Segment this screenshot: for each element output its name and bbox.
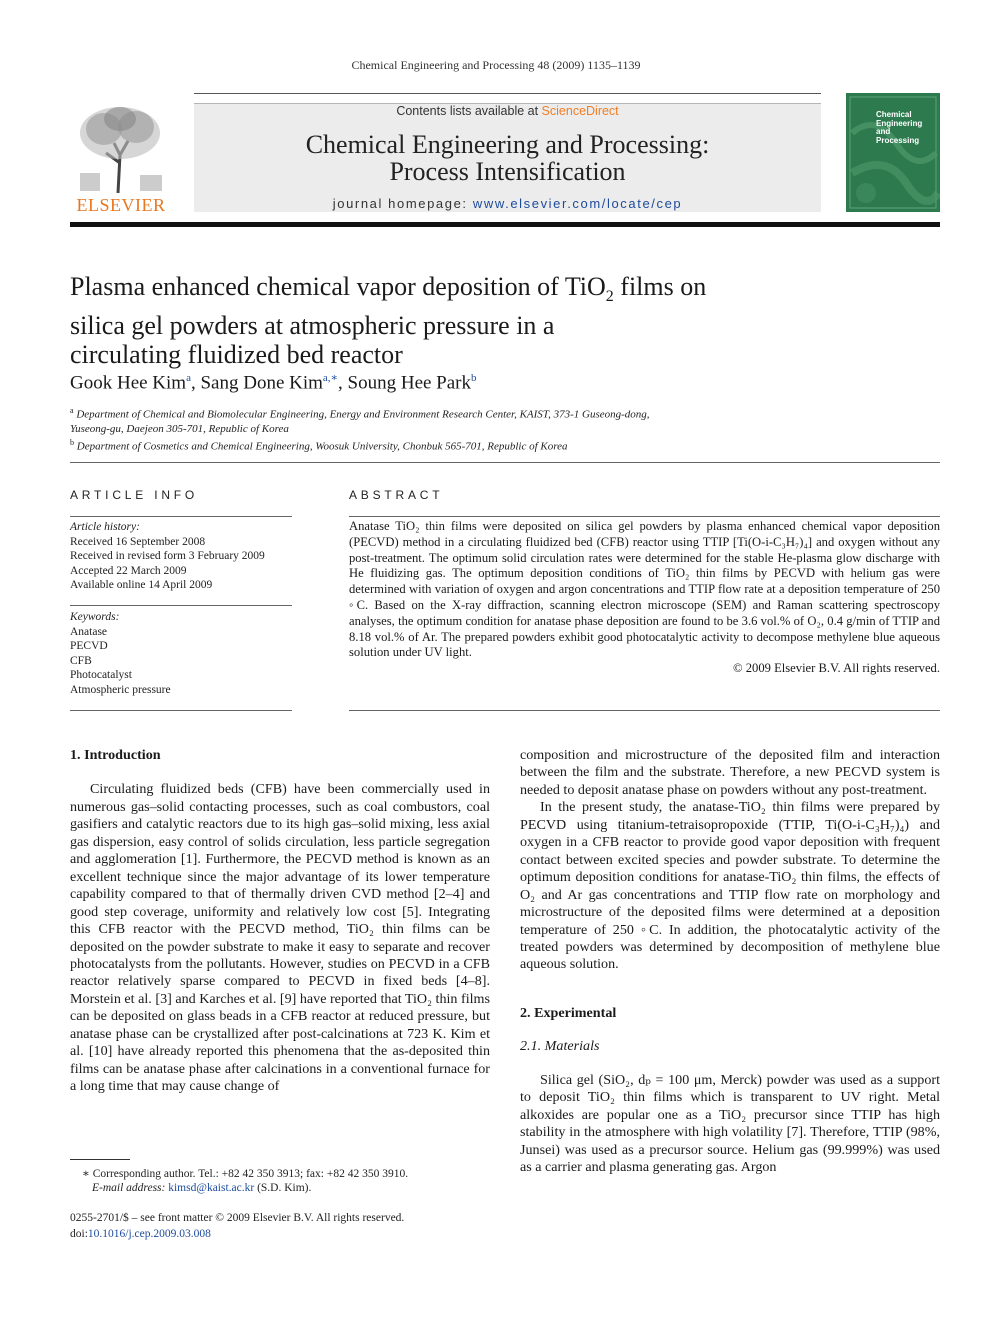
header-top-rule	[194, 93, 821, 94]
cover-title-line: Processing	[876, 135, 920, 145]
corresponding-author-footnote	[70, 1167, 490, 1196]
keyword: PECVD	[70, 640, 108, 652]
abstract-heading: ABSTRACT	[349, 488, 444, 502]
keywords-rule	[70, 605, 292, 606]
history-item: Available online 14 April 2009	[70, 579, 213, 591]
homepage-link[interactable]: www.elsevier.com/locate/cep	[472, 196, 683, 211]
abstract-text: Anatase TiO₂ thin films were deposited on silica gel powders by plasma enhanced chemical vapor deposition (PECVD) method in a circulating fluidized bed (CFB) reactor using TTIP [Ti(O-i-C₃H₇)₄] and oxygen without any post-treatment. The optimum solid circulation rates were determined for the stable He-plasma glow discharge with He fluidizing gas. The optimum deposition conditions of TiO₂ thin films by PECVD with helium gas were determined with variation of oxygen and argon concentrations and TTIP flow rate at a deposition temperature of 250 ◦C. Based on the X-ray diffraction, scanning electron microscope (SEM) and Raman scattering spectroscopy analyses, the optimum condition for anatase phase deposition are found to be 3.6 vol.% of O₂, 0.4 g/min of TTIP and 8.18 vol.% of Ar. The prepared powders exhibit good photocatalytic activity to decompose methylene blue aqueous solution under UV light.	[349, 519, 940, 660]
article-title	[70, 272, 770, 369]
contents-line	[194, 104, 821, 118]
intro-heading: 1. Introduction	[70, 747, 161, 763]
article-info-rule	[70, 516, 292, 517]
article-history	[70, 520, 292, 593]
cover-title-line: Chemical	[876, 110, 912, 119]
title-block-divider	[70, 462, 940, 463]
doi-label: doi:	[70, 1227, 88, 1240]
header-divider	[70, 222, 940, 227]
affil-mark: a	[70, 406, 74, 415]
journal-name-line1: Chemical Engineering and Processing:	[305, 130, 710, 159]
journal-homepage	[194, 196, 821, 211]
affiliations	[70, 404, 770, 454]
keyword: CFB	[70, 654, 92, 667]
abstract-bottom-rule	[349, 710, 940, 711]
intro-paragraph: In the present study, the anatase-TiO₂ thin films were prepared by PECVD using titanium-tetraisopropoxide (TTIP, Ti(O-i-C₃H₇)₄) and oxygen in a CFB reactor to provide good vapor deposition with frequent contact between excited species and powder substrate. To determine the optimum deposition conditions for anatase-TiO₂ thin films, the effects of O₂ and Ar gas concentrations and TTIP flow rate on morphology and microstructure of the deposited films were determined at a deposition temperature of 250 ◦C. In addition, the photocatalytic activity of the treated powders was determined by decomposition of methylene blue aqueous solution.	[520, 799, 940, 973]
keyword: Anatase	[70, 625, 108, 638]
homepage-label: journal homepage:	[332, 196, 473, 211]
title-text: films on	[613, 272, 707, 301]
materials-paragraph: Silica gel (SiO₂, dₚ = 100 μm, Merck) powder was used as a support to deposit TiO₂ thin films which is transparent to UV right. Metal alkoxides are popular one as a TiO₂ precursor since TTIP has high stability in the atmosphere with high volatility [7]. Therefore, TTIP (98%, Junsei) was used as a precursor source. Helium gas (99.999%) was used as a carrier and plasma generating gas. Argon	[520, 1071, 940, 1176]
journal-cover-thumbnail[interactable]	[846, 93, 940, 212]
title-text: Plasma enhanced chemical vapor deposition of TiO	[70, 272, 606, 301]
journal-citation: Chemical Engineering and Processing 48 (2009) 1135–1139	[351, 58, 641, 72]
cover-title-line: Engineering	[876, 118, 923, 128]
sciencedirect-link[interactable]: ScienceDirect	[541, 104, 619, 118]
abstract	[349, 519, 940, 677]
journal-name-line2: Process Intensification	[389, 157, 626, 186]
email-link[interactable]: kimsd@kaist.ac.kr	[168, 1182, 255, 1195]
author-affil-mark[interactable]: a,∗	[322, 372, 339, 384]
history-item: Accepted 22 March 2009	[70, 564, 187, 577]
materials-heading: 2.1. Materials	[520, 1038, 600, 1055]
cover-title	[876, 111, 922, 145]
keyword: Photocatalyst	[70, 669, 132, 681]
contents-prefix: Contents lists available at	[396, 104, 542, 118]
history-item: Received 16 September 2008	[70, 535, 206, 548]
title-subscript: 2	[605, 288, 614, 306]
page-footer	[70, 1211, 490, 1242]
title-line3: circulating fluidized bed reactor	[70, 340, 403, 370]
tree-logo-icon	[70, 103, 172, 195]
author-name[interactable]: Sang Done Kim	[200, 372, 323, 394]
cover-title-line: and	[876, 127, 891, 136]
right-column	[520, 747, 940, 1177]
author-name[interactable]: Gook Hee Kim	[70, 372, 187, 394]
intro-paragraph-continued: composition and microstructure of the deposited film and interaction between the film and the substrate. Therefore, a new PECVD system is needed to deposit anatase phase on powders without any post-treatment.	[520, 747, 940, 798]
article-info-bottom-rule	[70, 710, 292, 711]
history-item: Received in revised form 3 February 2009	[70, 550, 265, 562]
elsevier-wordmark: ELSEVIER	[76, 195, 166, 215]
abstract-copyright: © 2009 Elsevier B.V. All rights reserved.	[733, 661, 940, 676]
journal-name	[194, 131, 821, 185]
history-label: Article history:	[70, 521, 140, 533]
author-affil-mark[interactable]: a	[186, 372, 191, 384]
abstract-rule	[349, 516, 940, 517]
footnote-rule	[70, 1159, 130, 1160]
journal-banner	[194, 103, 821, 212]
keyword: Atmospheric pressure	[70, 683, 171, 696]
experimental-heading: 2. Experimental	[520, 1004, 617, 1021]
affil-text: Yuseong-gu, Daejeon 305-701, Republic of Korea	[70, 422, 289, 435]
article-info-heading: ARTICLE INFO	[70, 488, 199, 502]
affil-text: Department of Cosmetics and Chemical Engineering, Woosuk University, Chonbuk 565-701, Republic of Korea	[76, 440, 568, 453]
author-list: Gook Hee Kim$^a$, Sang Done Kim$^{a,∗}$, Soung Hee Park$^b$	[70, 372, 477, 394]
left-column	[70, 747, 490, 1096]
affil-mark: b	[70, 438, 74, 448]
author-affil-mark[interactable]: b	[471, 372, 477, 384]
email-suffix: (S.D. Kim).	[254, 1182, 312, 1195]
issn-line: 0255-2701/$ – see front matter © 2009 Elsevier B.V. All rights reserved.	[70, 1212, 405, 1224]
title-line2: silica gel powders at atmospheric pressure in a	[70, 311, 555, 341]
elsevier-logo[interactable]	[70, 103, 172, 215]
email-label: E-mail address:	[92, 1182, 169, 1195]
keywords-label: Keywords:	[70, 611, 120, 623]
doi-link[interactable]: 10.1016/j.cep.2009.03.008	[87, 1227, 211, 1240]
intro-paragraph: Circulating fluidized beds (CFB) have been commercially used in numerous gas–solid contacting processes, such as coal combustors, coal gasifiers and catalytic reactors due to its high gas–solid mixing, less axial gas dispersion, easy control of solids circulation, less particle segregation and agglomeration [1]. Furthermore, the PECVD method is known as an excellent technique since the major advantage of its lower temperature capability compared to that of thermally driven CVD method [2–4] and good step coverage, uniformity and relatively low cost [5]. Integrating this CFB reactor with the PECVD method, TiO₂ thin films can be deposited on the powder substrate to make it easy to separate and recover photocatalysts from the pollutants. However, studies on PECVD in a CFB reactor relatively sparse compared to PECVD in fixed beds [4–8]. Morstein et al. [3] and Karches et al. [9] have reported that TiO₂ thin films can be deposited on glass beads in a CFB reactor at reduced pressure, but anatase phase can be crystallized after post-calcinations at 723 K. Kim et al. [10] have already reported this phenomena that the as-deposited thin films can be anatase phase after calcinations in a conventional furnace for a long time that may cause change of	[70, 781, 490, 1095]
corresponding-author: ∗ Corresponding author. Tel.: +82 42 350 3913; fax: +82 42 350 3910.	[82, 1168, 409, 1180]
affil-text: Department of Chemical and Biomolecular Engineering, Energy and Environment Research Center, KAIST, 373-1 Guseong-dong,	[76, 408, 650, 421]
author-name[interactable]: Soung Hee Park	[347, 372, 472, 394]
keywords	[70, 610, 292, 697]
